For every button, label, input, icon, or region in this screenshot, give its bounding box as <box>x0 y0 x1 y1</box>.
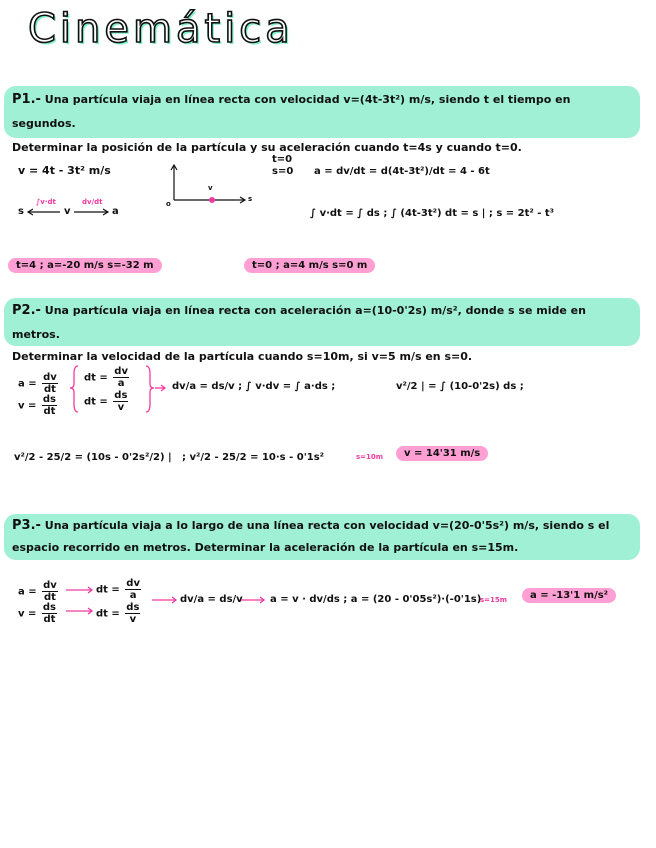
p1-acceleration-equation: a = dv/dt = d(4t-3t²)/dt = 4 - 6t <box>314 166 490 177</box>
p1-integral-equation: ∫ v·dt = ∫ ds ; ∫ (4t-3t²) dt = s | ; s = 2t² - t³ <box>310 208 555 219</box>
p1-axis-origin: o <box>166 200 171 208</box>
p3-equation-2: a = v · dv/ds ; a = (20 - 0'05s²)·(-0'1s) <box>270 594 482 605</box>
p3-dt-2-label: dt = <box>96 608 120 620</box>
p3-a-label: a = <box>18 586 37 598</box>
problem-2-line-2: Determinar la velocidad de la partícula cuando s=10m, si v=5 m/s en s=0. <box>12 350 473 363</box>
p2-equation-middle: dv/a = ds/v ; ∫ v·dv = ∫ a·ds ; <box>172 381 336 392</box>
p2-v-def: v = $\frac{ds}{dt}$ <box>18 394 56 417</box>
page-title: Cinemática <box>28 6 294 52</box>
p3-dt-2: dt = $\frac{ds}{v}$ <box>96 602 140 625</box>
p1-result-t0: t=0 ; a=4 m/s s=0 m <box>244 258 375 273</box>
p3-dt-1-label: dt = <box>96 584 120 596</box>
p2-equation-right: v²/2 | = ∫ (10-0'2s) ds ; <box>396 381 524 392</box>
p3-dt-1: dt = $\frac{dv}{a}$ <box>96 578 140 601</box>
problem-3-line-2: espacio recorrido en metros. Determinar la aceleración de la partícula en s=15m. <box>12 541 519 554</box>
p3-v-def: v = $\frac{ds}{dt}$ <box>18 602 56 625</box>
p3-v-label: v = <box>18 608 37 620</box>
problem-3-statement <box>4 514 640 560</box>
p3-result: a = -13'1 m/s² <box>522 588 616 603</box>
p1-integral-label: ∫v·dt <box>36 198 56 206</box>
p2-dt-2-label: dt = <box>84 396 108 408</box>
p2-v-label: v = <box>18 400 37 412</box>
p1-axis-v: v <box>208 184 213 192</box>
p2-dt-1: dt = $\frac{dv}{a}$ <box>84 366 128 389</box>
p3-equation-1: dv/a = ds/v <box>180 594 243 605</box>
p1-result-t4: t=4 ; a=-20 m/s s=-32 m <box>8 258 162 273</box>
p3-condition: s=15m <box>480 596 508 604</box>
p2-row2-left: v²/2 - 25/2 = (10s - 0'2s²/2) | <box>14 452 172 463</box>
p2-row2-middle: ; v²/2 - 25/2 = 10·s - 0'1s² <box>182 452 325 463</box>
p2-condition: s=10m <box>356 453 384 461</box>
p2-a-label: a = <box>18 378 37 390</box>
problem-1-line-1: Una partícula viaja en línea recta con velocidad v=(4t-3t²) m/s, siendo t el tiempo en segundos. <box>12 93 571 130</box>
p1-chain-s: s <box>18 206 24 217</box>
problem-1-label: P1.- <box>12 92 41 107</box>
p3-a-def: a = $\frac{dv}{dt}$ <box>18 580 57 603</box>
problem-2-label: P2.- <box>12 303 41 318</box>
p1-axis-s: s <box>248 195 253 203</box>
p1-velocity: v = 4t - 3t² m/s <box>18 164 111 177</box>
problem-2-line-1: Una partícula viaja en línea recta con aceleración a=(10-0'2s) m/s², donde s se mide en metros. <box>12 304 586 341</box>
p1-chain-v: v <box>64 206 71 217</box>
p2-a-def: a = $\frac{dv}{dt}$ <box>18 372 57 395</box>
p1-derivative-label: dv/dt <box>82 198 103 206</box>
problem-1-line-2: Determinar la posición de la partícula y su aceleración cuando t=4s y cuando t=0. <box>12 141 522 154</box>
p1-initial-s: s=0 <box>272 166 294 177</box>
p2-dt-2: dt = $\frac{ds}{v}$ <box>84 390 128 413</box>
p2-result: v = 14'31 m/s <box>396 446 488 461</box>
problem-3-line-1: Una partícula viaja a lo largo de una línea recta con velocidad v=(20-0'5s²) m/s, siendo s el <box>44 519 610 532</box>
p1-initial-t: t=0 <box>272 154 293 165</box>
p1-chain-a: a <box>112 206 119 217</box>
p2-dt-1-label: dt = <box>84 372 108 384</box>
problem-3-label: P3.- <box>12 518 41 533</box>
problem-2-statement <box>4 298 640 363</box>
